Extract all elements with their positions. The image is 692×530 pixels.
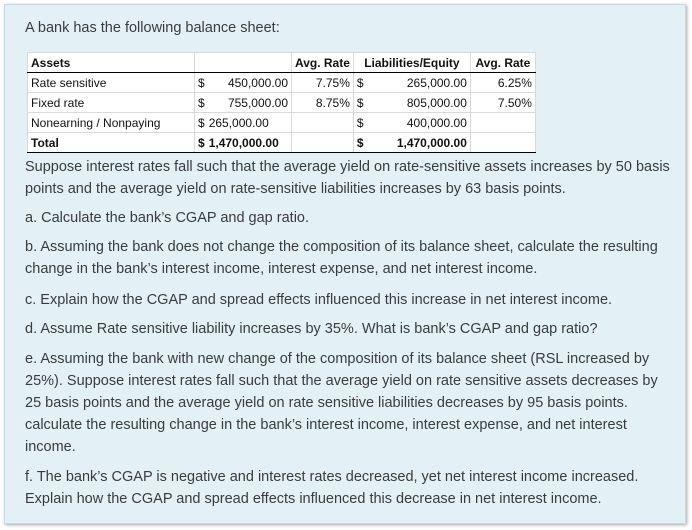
asset-rate [292,113,354,133]
header-avg-rate: Avg. Rate [292,53,354,73]
scenario-paragraph: Suppose interest rates fall such that the average yield on rate-sensitive assets increases by 50 basis points and the average yield on rate-sensitive liabilities increases by 63 basis points. [25,159,670,197]
row-label: Nonearning / Nonpaying [28,113,195,133]
question-e: e. Assuming the bank with new change of the composition of its balance sheet (RSL increased by 25%). Suppose interest rates fall such that the average yield on rate sensitive assets decreases by 25 basis points and the average yield on rate sensitive liabilities decreases by 95 basis points. calculate the resulting change in the bank’s interest income, interest expense, and net interest income. [25,351,658,455]
total-rate-blank [292,133,354,153]
question-f: f. The bank’s CGAP is negative and interest rates decreased, yet net interest income increased. Explain how the CGAP and spread effects influenced this decrease in net interest income. [25,469,639,507]
asset-amount: $ 755,000.00 [195,93,292,113]
asset-rate: 8.75% [292,93,354,113]
intro-text: A bank has the following balance sheet: [25,20,280,36]
total-label: Total [28,133,195,153]
total-rate2-blank [470,133,535,153]
question-b: b. Assuming the bank does not change the composition of its balance sheet, calculate the resulting change in the bank’s interest income, interest expense, and net interest income. [25,239,658,277]
row-label: Rate sensitive [28,73,195,93]
asset-rate: 7.75% [292,73,354,93]
question-card [4,4,686,524]
liability-amount: $ 400,000.00 [353,113,470,133]
total-assets: $ 1,470,000.00 [195,133,292,153]
liability-rate: 6.25% [470,73,535,93]
question-c: c. Explain how the CGAP and spread effects influenced this increase in net interest income. [25,292,613,308]
total-liabilities: $ 1,470,000.00 [353,133,470,153]
asset-amount: $ 450,000.00 [195,73,292,93]
liability-rate: 7.50% [470,93,535,113]
header-avg-rate-2: Avg. Rate [470,53,535,73]
question-d: d. Assume Rate sensitive liability increases by 35%. What is bank’s CGAP and gap ratio? [25,321,598,337]
table-total-row [28,133,536,153]
table-row [28,113,536,133]
table-header-row [28,53,536,73]
table-row [28,73,536,93]
question-a: a. Calculate the bank’s CGAP and gap ratio. [25,210,310,226]
liability-amount: $ 265,000.00 [353,73,470,93]
header-liabilities: Liabilities/Equity [353,53,470,73]
row-label: Fixed rate [28,93,195,113]
liability-amount: $ 805,000.00 [353,93,470,113]
liability-rate [470,113,535,133]
table-row [28,93,536,113]
header-blank [195,53,292,73]
asset-amount: $ 265,000.00 [195,113,292,133]
balance-sheet-table [27,52,536,153]
header-assets: Assets [28,53,195,73]
